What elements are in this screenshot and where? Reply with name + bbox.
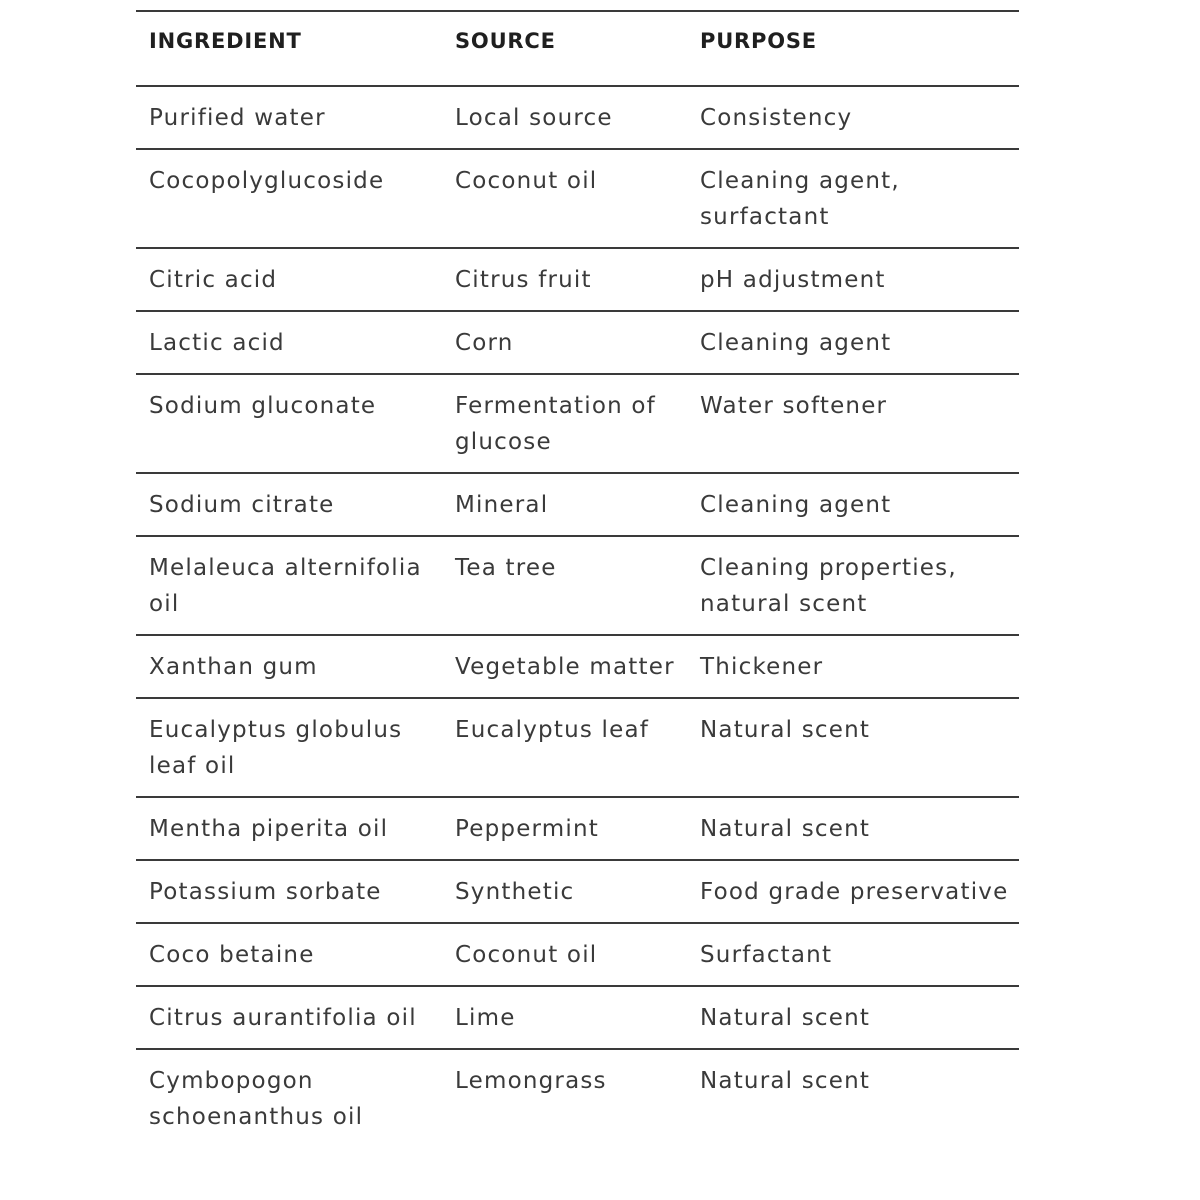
ingredient-cell: Potassium sorbate xyxy=(149,879,382,905)
source-cell: Local source xyxy=(455,105,613,131)
table-row xyxy=(136,536,1019,635)
ingredient-cell: Sodium gluconate xyxy=(149,393,377,419)
source-cell: Synthetic xyxy=(455,879,575,905)
purpose-cell: Consistency xyxy=(700,105,853,131)
ingredient-cell: Lactic acid xyxy=(149,330,285,356)
purpose-cell: Cleaning properties, natural scent xyxy=(700,555,957,617)
ingredient-cell: Cymbopogon schoenanthus oil xyxy=(149,1068,364,1130)
purpose-cell: Food grade preservative xyxy=(700,879,1009,905)
source-cell: Corn xyxy=(455,330,514,356)
ingredient-cell: Mentha piperita oil xyxy=(149,816,389,842)
purpose-cell: Cleaning agent xyxy=(700,330,892,356)
table-row xyxy=(136,698,1019,797)
table-row xyxy=(136,923,1019,986)
source-cell: Vegetable matter xyxy=(455,654,675,680)
ingredient-table xyxy=(136,10,1019,1147)
source-cell: Lime xyxy=(455,1005,516,1031)
table-row xyxy=(136,986,1019,1049)
table-row xyxy=(136,311,1019,374)
header-row xyxy=(136,11,1019,86)
table-row xyxy=(136,797,1019,860)
purpose-cell: Natural scent xyxy=(700,1068,871,1094)
table-row xyxy=(136,149,1019,248)
source-cell: Lemongrass xyxy=(455,1068,607,1094)
table-header xyxy=(136,11,1019,86)
purpose-cell: pH adjustment xyxy=(700,267,886,293)
table-row xyxy=(136,473,1019,536)
source-cell: Fermentation of glucose xyxy=(455,393,656,455)
table-body xyxy=(136,86,1019,1147)
table-row xyxy=(136,248,1019,311)
ingredient-cell: Purified water xyxy=(149,105,326,131)
ingredient-cell: Xanthan gum xyxy=(149,654,318,680)
ingredient-cell: Sodium citrate xyxy=(149,492,335,518)
source-cell: Coconut oil xyxy=(455,942,598,968)
ingredient-cell: Citric acid xyxy=(149,267,278,293)
source-cell: Tea tree xyxy=(455,555,557,581)
ingredient-cell: Eucalyptus globulus leaf oil xyxy=(149,717,403,779)
column-header-purpose: PURPOSE xyxy=(700,29,817,53)
purpose-cell: Surfactant xyxy=(700,942,833,968)
ingredient-cell: Melaleuca alternifolia oil xyxy=(149,555,422,617)
source-cell: Mineral xyxy=(455,492,549,518)
column-header-source: SOURCE xyxy=(455,29,556,53)
table-row xyxy=(136,860,1019,923)
source-cell: Citrus fruit xyxy=(455,267,592,293)
source-cell: Coconut oil xyxy=(455,168,598,194)
ingredient-cell: Citrus aurantifolia oil xyxy=(149,1005,417,1031)
table-row xyxy=(136,635,1019,698)
purpose-cell: Cleaning agent xyxy=(700,492,892,518)
ingredient-cell: Cocopolyglucoside xyxy=(149,168,385,194)
purpose-cell: Natural scent xyxy=(700,717,871,743)
ingredient-cell: Coco betaine xyxy=(149,942,315,968)
source-cell: Peppermint xyxy=(455,816,599,842)
column-header-ingredient: INGREDIENT xyxy=(149,29,302,53)
purpose-cell: Natural scent xyxy=(700,816,871,842)
purpose-cell: Thickener xyxy=(700,654,824,680)
purpose-cell: Cleaning agent, surfactant xyxy=(700,168,900,230)
source-cell: Eucalyptus leaf xyxy=(455,717,650,743)
purpose-cell: Water softener xyxy=(700,393,888,419)
table-row xyxy=(136,86,1019,149)
table-row xyxy=(136,1049,1019,1147)
table-row xyxy=(136,374,1019,473)
purpose-cell: Natural scent xyxy=(700,1005,871,1031)
